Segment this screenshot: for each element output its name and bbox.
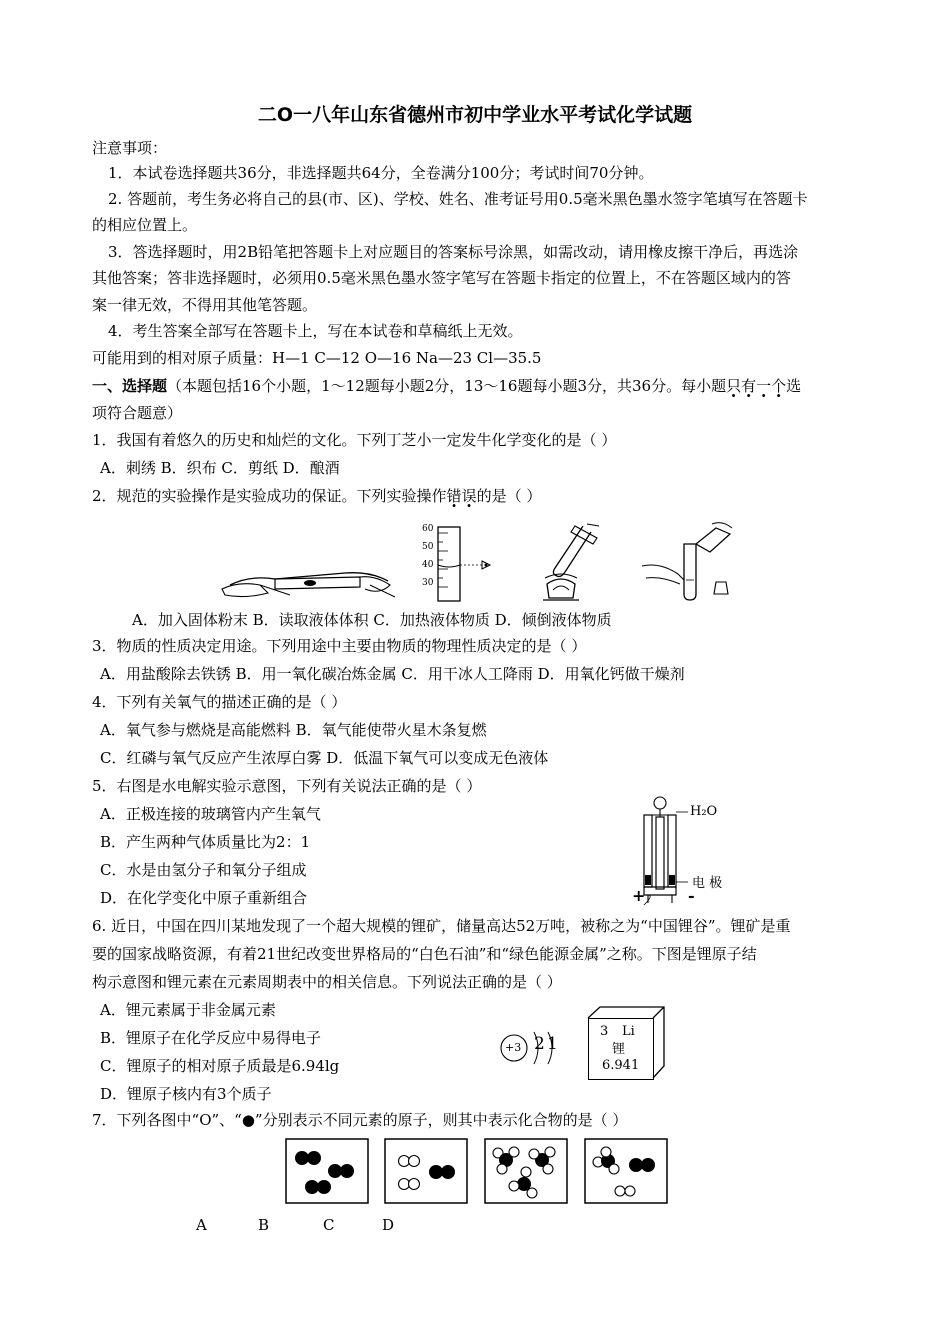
q7-label-d: D: [382, 1216, 395, 1234]
section1-line1: [92, 376, 801, 396]
q1-stem: 1．我国有着悠久的历史和灿烂的文化。下列丁芝小一定发牛化学变化的是（ ）: [92, 431, 617, 449]
section1-line2: 项符合题意）: [92, 404, 183, 422]
atomic-masses: 可能用到的相对原子质量：H—1 C—12 O—16 Na—23 Cl—35.5: [92, 349, 542, 367]
q6-option-a: A．锂元素属于非金属元素: [100, 1001, 276, 1019]
emph-char: 误: [461, 487, 477, 505]
fig-electrolysis-pointer: [676, 810, 690, 890]
tick-label: 50: [422, 542, 434, 552]
notice-item-3-cont2: 案一律无效，不得用其他笔答题。: [92, 296, 318, 314]
fig-label-minus: -: [688, 886, 695, 905]
tick-label: 60: [422, 524, 434, 534]
nucleus-charge: +3: [505, 1041, 522, 1054]
q5-stem: 5．右图是水电解实验示意图，下列有关说法正确的是（ ）: [92, 777, 482, 795]
notice-item-3: 3．答选择题时，用2B铅笔把答题卡上对应题目的答案标号涂黑，如需改动，请用橡皮擦干净后，再选涂: [108, 243, 799, 261]
notice-item-3-cont1: 其他答案；答非选择题时，必须用0.5毫米黑色墨水签字笔写在答题卡指定的位置上，不在答题区域内的答: [92, 269, 791, 287]
element-number: 3: [600, 1024, 609, 1039]
q7-figure-a: [285, 1138, 369, 1204]
emph-char: 个: [771, 377, 787, 395]
q6-option-b: B．锂原子在化学反应中易得电子: [100, 1029, 322, 1047]
q7-stem: 7．下列各图中“O”、“●”分别表示不同元素的原子，则其中表示化合物的是（ ）: [92, 1111, 628, 1129]
notice-heading: 注意事项：: [92, 139, 168, 157]
element-symbol: Li: [622, 1024, 635, 1039]
q4-options-1: A．氧气参与燃烧是高能燃料 B．氧气能使带火星木条复燃: [100, 721, 487, 739]
fig-label-water: H₂O: [690, 804, 718, 819]
q5-option-d: D．在化学变化中原子重新组合: [100, 889, 308, 907]
q5-option-c: C．水是由氢分子和氧分子组成: [100, 861, 307, 879]
q3-options: A．用盐酸除去铁锈 B．用一氧化碳冶炼金属 C．用干冰人工降雨 D．用氧化钙做干燥剂: [100, 665, 685, 683]
q6-option-d: D．锂原子核内有3个质子: [100, 1085, 272, 1103]
emph-char: 有: [741, 377, 757, 395]
page-title: 二O一八年山东省德州市初中学业水平考试化学试题: [257, 104, 693, 126]
q7-label-c: C: [323, 1216, 335, 1234]
notice-item-2-cont: 的相应位置上。: [92, 216, 198, 234]
element-name: 锂: [612, 1042, 626, 1057]
notice-item-2: 2. 答题前，考生务必将自己的县(市、区)、学校、姓名、准考证号用0.5毫米黑色墨水签字笔填写在答题卡: [108, 190, 808, 208]
q2-stem-a: 2．规范的实验操作是实验成功的保证。下列实验操作: [92, 487, 447, 505]
notice-item-4: 4．考生答案全部写在答题卡上，写在本试卷和草稿纸上无效。: [108, 322, 523, 340]
q7-label-b: B: [258, 1216, 270, 1234]
q6-stem-2: 要的国家战略资源，有着21世纪改变世界格局的“白色石油”和“绿色能源金属”之称。下图是锂原子结: [92, 945, 757, 963]
notice-item-1: 1．本试卷选择题共36分，非选择题共64分，全卷满分100分；考试时间70分钟。: [108, 164, 654, 182]
q6-stem-3: 构示意图和锂元素在元素周期表中的相关信息。下列说法正确的是（ ）: [92, 973, 562, 991]
q4-stem: 4．下列有关氧气的描述正确的是（ ）: [92, 693, 347, 711]
emph-char: 错: [446, 487, 462, 505]
shell-2-electrons: 1: [547, 1034, 558, 1054]
q2-stem: [92, 486, 541, 506]
q7-figure-d: [584, 1138, 668, 1204]
q5-option-a: A．正极连接的玻璃管内产生氧气: [100, 805, 321, 823]
q3-stem: 3．物质的性质决定用途。下列用途中主要由物质的物理性质决定的是（ ）: [92, 637, 587, 655]
shell-1-electrons: 2: [534, 1034, 545, 1054]
q2-stem-b: 的是（ ）: [476, 487, 542, 505]
q6-option-c: C．锂原子的相对原子质最是6.94lg: [100, 1057, 340, 1075]
tick-label: 30: [422, 578, 434, 588]
q5-option-b: B．产生两种气体质量比为2：1: [100, 833, 311, 851]
section1-desc: （本题包括16个小题，1～12题每小题2分，13～16题每小题3分，共36分。每小题: [167, 377, 727, 395]
fig-add-powder: [220, 555, 400, 605]
fig-heating-liquid: [525, 522, 600, 604]
section1-heading: 一、选择题: [92, 377, 168, 395]
emph-char: 一: [756, 377, 772, 395]
fig-label-electrode: 电 极: [692, 876, 723, 891]
q7-label-a: A: [196, 1216, 207, 1234]
q7-figure-c: [484, 1138, 568, 1204]
q6-stem-1: 6. 近日，中国在四川某地发现了一个超大规模的锂矿，储量高达52万吨，被称之为“中国锂谷”。锂矿是重: [92, 917, 791, 935]
q7-figure-b: [384, 1138, 468, 1204]
q1-options: A．刺绣 B．织布 C．剪纸 D．酿酒: [100, 459, 340, 477]
emph-char: 只: [726, 377, 742, 395]
fig-pour-liquid: [640, 518, 735, 604]
q4-options-2: C．红磷与氧气反应产生浓厚白雾 D．低温下氧气可以变成无色液体: [100, 749, 549, 767]
fig-label-plus: +: [632, 886, 646, 905]
section1-desc-end: 选: [786, 377, 802, 395]
element-mass: 6.941: [602, 1058, 640, 1073]
q2-options: A．加入固体粉末 B．读取液体体积 C．加热液体物质 D．倾倒液体物质: [132, 611, 612, 629]
tick-label: 40: [422, 560, 434, 570]
